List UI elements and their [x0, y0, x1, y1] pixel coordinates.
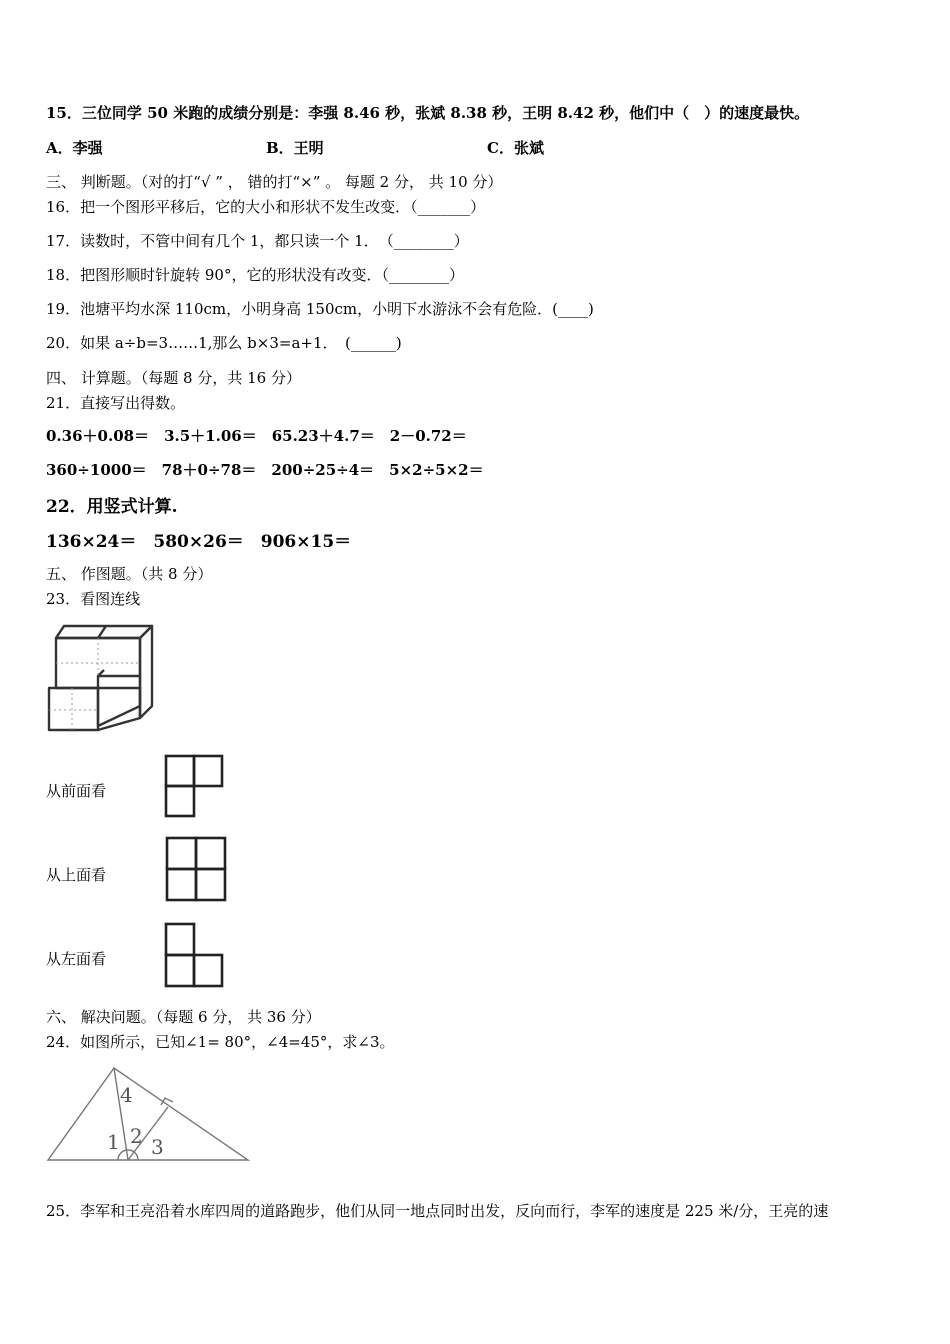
question-23: 23．看图连线	[46, 590, 141, 608]
view-front-label: 从前面看	[46, 782, 107, 800]
triangle-angle-figure	[44, 1062, 254, 1166]
question-17: 17．读数时，不管中间有几个 1，都只读一个 1． （________）	[46, 232, 469, 250]
option-b: B．王明	[266, 139, 324, 157]
q22-row: 136×24＝ 580×26＝ 906×15＝	[46, 532, 352, 552]
top-view-figure	[163, 834, 229, 904]
angle-label-1: 1	[107, 1130, 120, 1154]
question-18: 18．把图形顺时针旋转 90°，它的形状没有改变．（________）	[46, 266, 464, 284]
view-left-label: 从左面看	[46, 950, 107, 968]
angle-label-3: 3	[151, 1135, 164, 1159]
front-view-figure	[162, 752, 226, 820]
question-25: 25．李军和王亮沿着水库四周的道路跑步，他们从同一地点同时出发，反向而行，李军的速度是 225 米/分，王亮的速	[46, 1202, 829, 1220]
question-24: 24．如图所示，已知∠1= 80°，∠4=45°，求∠3。	[46, 1033, 395, 1051]
option-c: C．张斌	[487, 139, 544, 157]
q21-row-1: 0.36＋0.08＝ 3.5＋1.06＝ 65.23＋4.7＝ 2－0.72＝	[46, 427, 467, 445]
question-21: 21．直接写出得数。	[46, 394, 186, 412]
question-20: 20．如果 a÷b=3……1,那么 b×3=a+1． (______)	[46, 334, 402, 352]
question-22: 22．用竖式计算.	[46, 497, 178, 517]
view-top-label: 从上面看	[46, 866, 107, 884]
question-16: 16．把一个图形平移后，它的大小和形状不发生改变．（_______）	[46, 198, 486, 216]
q21-row-2: 360÷1000＝ 78＋0÷78＝ 200÷25÷4＝ 5×2÷5×2＝	[46, 461, 484, 479]
cube-stack-figure	[44, 618, 160, 738]
question-15: 15．三位同学 50 米跑的成绩分别是：李强 8.46 秒，张斌 8.38 秒，王明 8.42 秒，他们中（ ）的速度最快。	[46, 104, 810, 122]
section-3-title: 三、 判断题。（对的打“√ ” ， 错的打“×” 。 每题 2 分， 共 10 分）	[46, 173, 503, 191]
section-5-title: 五、 作图题。（共 8 分）	[46, 565, 213, 583]
section-6-title: 六、 解决问题。（每题 6 分， 共 36 分）	[46, 1008, 321, 1026]
angle-label-4: 4	[120, 1083, 133, 1107]
question-19: 19．池塘平均水深 110cm，小明身高 150cm，小明下水游泳不会有危险．(____)	[46, 300, 594, 318]
section-4-title: 四、 计算题。（每题 8 分，共 16 分）	[46, 369, 301, 387]
option-a: A．李强	[46, 139, 103, 157]
angle-label-2: 2	[130, 1124, 143, 1148]
left-view-figure	[162, 920, 226, 990]
